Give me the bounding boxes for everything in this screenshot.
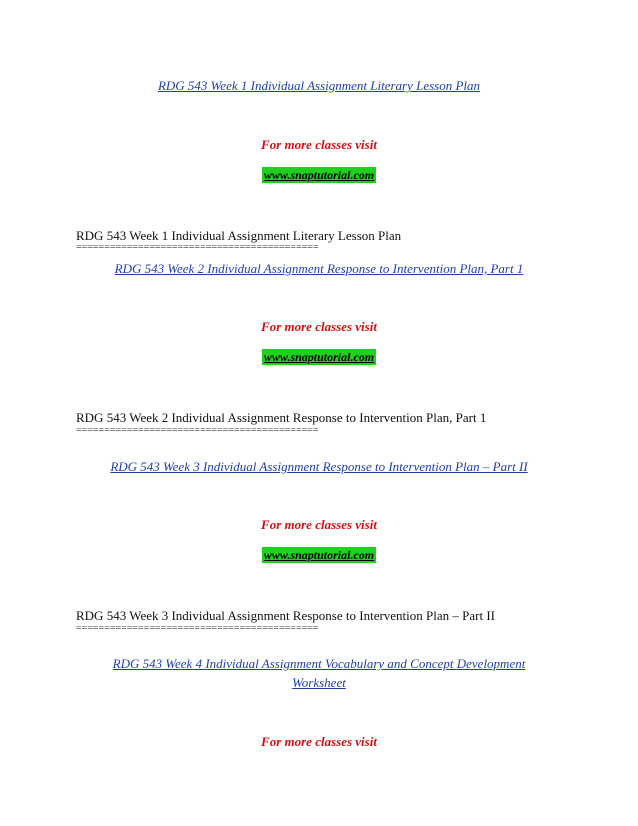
section-2-site-row: [0, 348, 638, 366]
snaptutorial-link[interactable]: www.snaptutorial.com: [263, 168, 375, 182]
section-3-more-row: [0, 516, 638, 534]
section-2-more-row: [0, 318, 638, 336]
course-link-week-4[interactable]: RDG 543 Week 4 Individual Assignment Vocabulary and Concept Development: [112, 656, 526, 671]
course-link-week-2[interactable]: RDG 543 Week 2 Individual Assignment Response to Intervention Plan, Part 1: [114, 261, 524, 276]
section-2-link-row: [0, 260, 638, 278]
section-1-rule: ===========================================: [76, 242, 319, 253]
section-1-link-row: [0, 77, 638, 95]
section-1-heading: RDG 543 Week 1 Individual Assignment Literary Lesson Plan: [76, 228, 402, 243]
section-4-more-row: [0, 733, 638, 751]
section-3-site-row: [0, 546, 638, 564]
more-classes-text: For more classes visit: [261, 319, 377, 334]
section-3-rule: ===========================================: [76, 623, 319, 634]
section-3-heading: RDG 543 Week 3 Individual Assignment Response to Intervention Plan – Part II: [76, 608, 495, 623]
course-link-week-1[interactable]: RDG 543 Week 1 Individual Assignment Literary Lesson Plan: [157, 78, 481, 93]
section-2-heading: RDG 543 Week 2 Individual Assignment Response to Intervention Plan, Part 1: [76, 410, 487, 425]
section-1-more-row: [0, 136, 638, 154]
course-link-week-4-continued[interactable]: Worksheet: [292, 675, 346, 690]
section-3-link-row: [0, 458, 638, 476]
section-1-site-row: [0, 166, 638, 184]
course-link-week-3[interactable]: RDG 543 Week 3 Individual Assignment Response to Intervention Plan – Part II: [110, 459, 528, 474]
section-4-link-row-1: [0, 655, 638, 673]
more-classes-text: For more classes visit: [261, 137, 377, 152]
snaptutorial-link[interactable]: www.snaptutorial.com: [263, 548, 375, 562]
snaptutorial-link[interactable]: www.snaptutorial.com: [263, 350, 375, 364]
section-4-link-row-2: [0, 674, 638, 692]
section-2-rule: ===========================================: [76, 425, 319, 436]
more-classes-text: For more classes visit: [261, 517, 377, 532]
more-classes-text: For more classes visit: [261, 734, 377, 749]
